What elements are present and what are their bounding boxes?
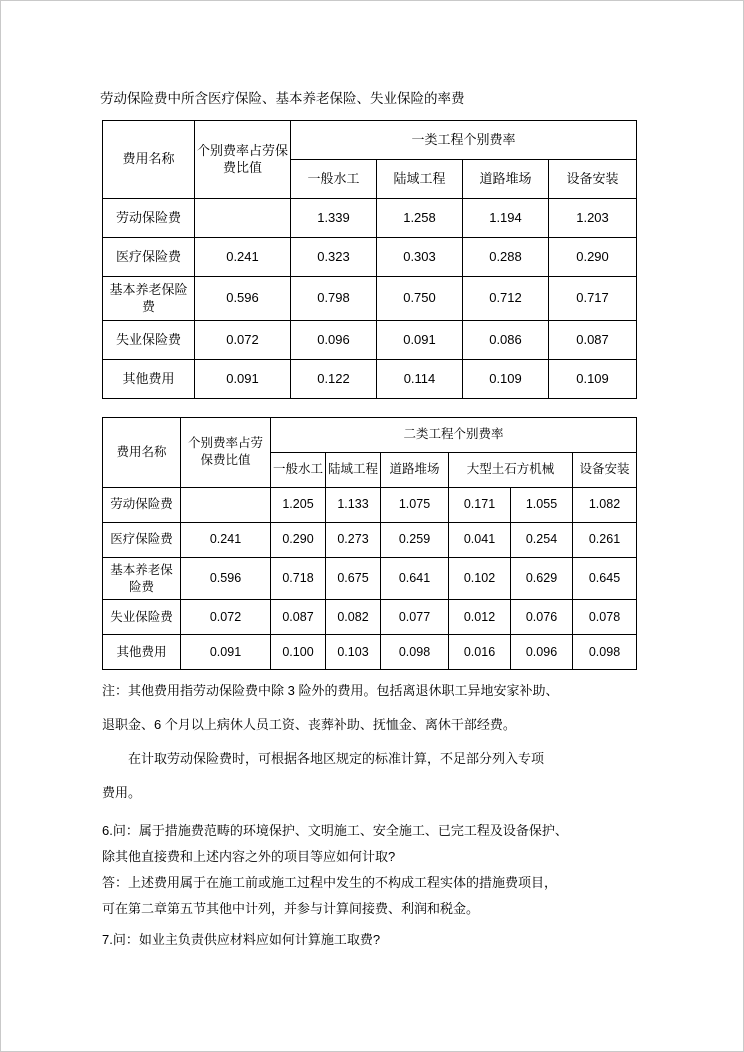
header-sub-col-2: 道路堆场: [463, 159, 549, 198]
row-label: 其他费用: [103, 635, 181, 670]
cell-value: 0.102: [449, 557, 511, 600]
header-sub-col-2: 道路堆场: [381, 452, 449, 487]
cell-value: 0.750: [377, 276, 463, 320]
note-line-3: 在计取劳动保险费时，可根据各地区规定的标准计算，不足部分列入专项: [128, 751, 545, 767]
cell-value: 0.103: [326, 635, 381, 670]
cell-value: 0.717: [549, 276, 637, 320]
header-sub-col-3: 大型土石方机械: [449, 452, 573, 487]
cell-value: 0.082: [326, 600, 381, 635]
cell-value: 0.261: [573, 522, 637, 557]
question-6-line-2: 除其他直接费和上述内容之外的项目等应如何计取?: [102, 849, 396, 865]
fee-table-class-one: [102, 120, 637, 399]
row-label: 医疗保险费: [103, 522, 181, 557]
row-label: 基本养老保险费: [103, 276, 195, 320]
page-title: 劳动保险费中所含医疗保险、基本养老保险、失业保险的率费: [100, 91, 465, 106]
table-row: [103, 276, 637, 320]
cell-value: 0.098: [573, 635, 637, 670]
cell-value: 0.012: [449, 600, 511, 635]
table-row: [103, 557, 637, 600]
table-row: [103, 487, 637, 522]
cell-value: 0.109: [549, 359, 637, 398]
cell-value: 1.055: [511, 487, 573, 522]
row-label: 基本养老保险费: [103, 557, 181, 600]
answer-6-line-2: 可在第二章第五节其他中计列，并参与计算间接费、利润和税金。: [102, 900, 480, 916]
cell-value: 0.171: [449, 487, 511, 522]
fee-table-class-two: [102, 417, 637, 671]
header-group-label: 一类工程个别费率: [291, 120, 637, 159]
cell-value: 0.675: [326, 557, 381, 600]
cell-individual: 0.241: [195, 237, 291, 276]
cell-individual: 0.072: [195, 320, 291, 359]
header-fee-name: 费用名称: [103, 120, 195, 198]
cell-value: 0.076: [511, 600, 573, 635]
table-row: [103, 522, 637, 557]
cell-value: 1.194: [463, 198, 549, 237]
cell-value: 0.100: [271, 635, 326, 670]
row-label: 劳动保险费: [103, 198, 195, 237]
header-sub-col-5: 设备安装: [573, 452, 637, 487]
cell-value: 0.077: [381, 600, 449, 635]
cell-value: 0.087: [271, 600, 326, 635]
table-row: [103, 359, 637, 398]
header-sub-col-1: 陆域工程: [326, 452, 381, 487]
cell-value: 0.087: [549, 320, 637, 359]
cell-value: 0.114: [377, 359, 463, 398]
cell-value: 0.290: [549, 237, 637, 276]
cell-value: 0.259: [381, 522, 449, 557]
cell-value: 0.645: [573, 557, 637, 600]
question-6-line-1: 6.问：属于措施费范畴的环境保护、文明施工、安全施工、已完工程及设备保护、: [102, 823, 568, 839]
header-sub-col-0: 一般水工: [291, 159, 377, 198]
header-fee-name: 费用名称: [103, 417, 181, 487]
row-label: 医疗保险费: [103, 237, 195, 276]
cell-individual: 0.241: [181, 522, 271, 557]
cell-individual: [195, 198, 291, 237]
cell-value: 0.109: [463, 359, 549, 398]
cell-value: 0.098: [381, 635, 449, 670]
cell-individual: 0.091: [181, 635, 271, 670]
cell-value: 0.091: [377, 320, 463, 359]
cell-value: 0.303: [377, 237, 463, 276]
cell-value: 1.075: [381, 487, 449, 522]
table-row: [103, 320, 637, 359]
cell-value: 1.339: [291, 198, 377, 237]
cell-value: 1.203: [549, 198, 637, 237]
cell-individual: 0.091: [195, 359, 291, 398]
cell-value: 0.290: [271, 522, 326, 557]
header-group-label: 二类工程个别费率: [271, 417, 637, 452]
note-line-1: 注：其他费用指劳动保险费中除 3 险外的费用。包括离退休职工异地安家补助、: [102, 683, 559, 699]
cell-individual: 0.596: [195, 276, 291, 320]
cell-value: 0.641: [381, 557, 449, 600]
header-sub-col-1: 陆域工程: [377, 159, 463, 198]
cell-value: 0.712: [463, 276, 549, 320]
note-line-4: 费用。: [102, 785, 142, 801]
row-label: 其他费用: [103, 359, 195, 398]
cell-value: 0.629: [511, 557, 573, 600]
table-header-row: [103, 417, 637, 452]
header-sub-col-3: 设备安装: [549, 159, 637, 198]
header-sub-col-0: 一般水工: [271, 452, 326, 487]
cell-individual: 0.072: [181, 600, 271, 635]
table-row: [103, 600, 637, 635]
table-row: [103, 635, 637, 670]
cell-value: 1.258: [377, 198, 463, 237]
cell-value: 0.016: [449, 635, 511, 670]
cell-individual: [181, 487, 271, 522]
cell-value: 0.323: [291, 237, 377, 276]
table-row: [103, 198, 637, 237]
cell-value: 0.254: [511, 522, 573, 557]
cell-value: 0.096: [511, 635, 573, 670]
note-line-2: 退职金、6 个月以上病休人员工资、丧葬补助、抚恤金、离休干部经费。: [102, 717, 516, 733]
cell-value: 0.096: [291, 320, 377, 359]
header-individual-rate: 个别费率占劳保费比值: [195, 120, 291, 198]
cell-value: 0.273: [326, 522, 381, 557]
row-label: 劳动保险费: [103, 487, 181, 522]
question-7-line-1: 7.问：如业主负责供应材料应如何计算施工取费?: [102, 932, 381, 948]
cell-value: 0.122: [291, 359, 377, 398]
cell-value: 0.078: [573, 600, 637, 635]
cell-value: 0.086: [463, 320, 549, 359]
cell-value: 0.041: [449, 522, 511, 557]
cell-value: 1.133: [326, 487, 381, 522]
cell-value: 1.082: [573, 487, 637, 522]
cell-value: 0.718: [271, 557, 326, 600]
row-label: 失业保险费: [103, 600, 181, 635]
table-header-row: [103, 120, 637, 159]
table-spacer: [72, 399, 672, 417]
row-label: 失业保险费: [103, 320, 195, 359]
cell-value: 1.205: [271, 487, 326, 522]
cell-value: 0.798: [291, 276, 377, 320]
section-gap: [72, 806, 672, 818]
answer-6-line-1: 答：上述费用属于在施工前或施工过程中发生的不构成工程实体的措施费项目，: [102, 875, 558, 891]
header-individual-rate: 个别费率占劳保费比值: [181, 417, 271, 487]
cell-individual: 0.596: [181, 557, 271, 600]
table-row: [103, 237, 637, 276]
cell-value: 0.288: [463, 237, 549, 276]
